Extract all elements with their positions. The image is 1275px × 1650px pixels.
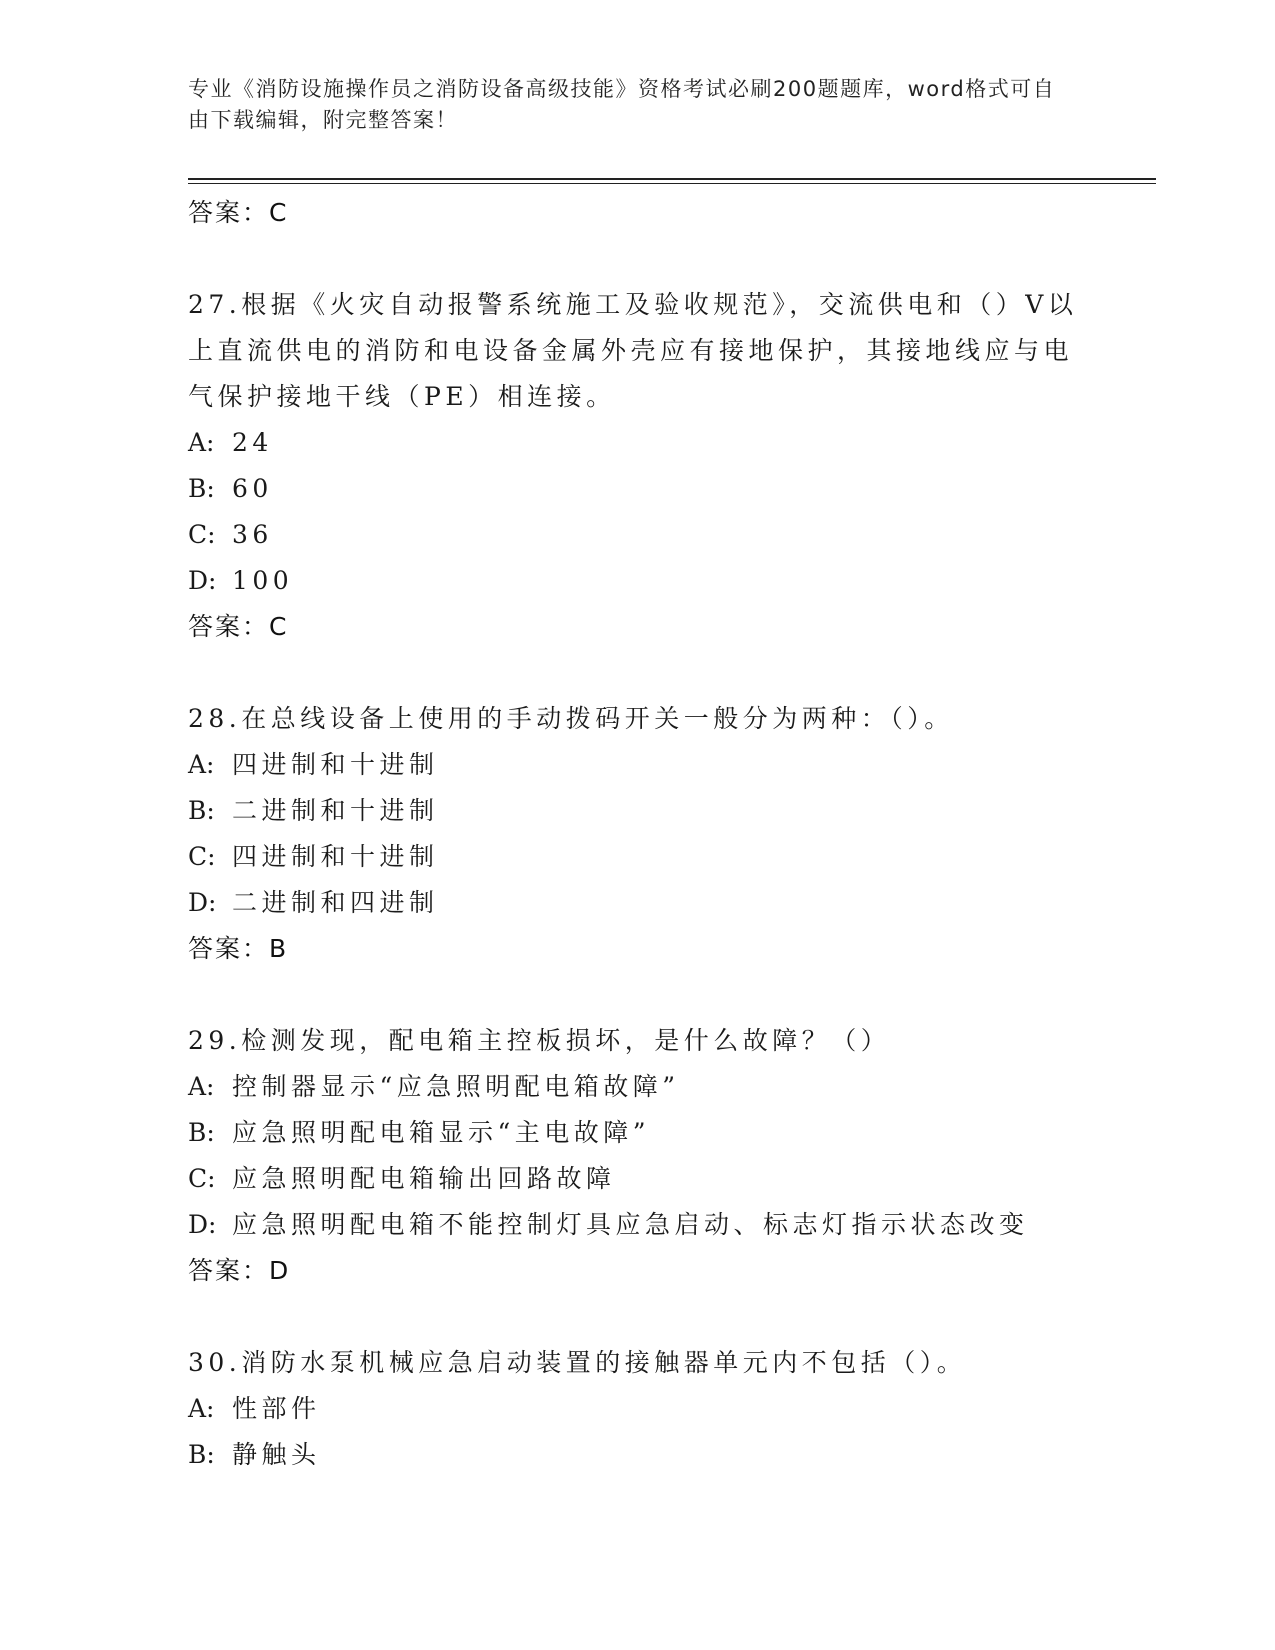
option-text: 控制器显示“应急照明配电箱故障” [232,1072,680,1101]
option-text: 四进制和十进制 [232,750,439,779]
option-text: 100 [232,566,294,595]
option-d [188,1202,1088,1248]
option-c [188,512,1088,558]
option-label: B: [188,474,215,503]
option-c [188,834,1088,880]
option-d [188,880,1088,926]
question-stem: 28.在总线设备上使用的手动拨码开关一般分为两种：（）。 [188,704,954,733]
option-a [188,1064,1088,1110]
option-b [188,466,1088,512]
option-a [188,1386,1088,1432]
question-stem: 29.检测发现，配电箱主控板损坏，是什么故障？（） [188,1026,891,1055]
option-text: 二进制和十进制 [232,796,439,825]
option-label: A: [188,428,215,457]
option-a [188,420,1088,466]
answer-line: 答案：C [188,612,289,641]
option-label: D: [188,1210,217,1239]
option-text: 四进制和十进制 [232,842,439,871]
option-text: 24 [232,428,273,457]
option-text: 二进制和四进制 [232,888,439,917]
answer-line: 答案：B [188,934,289,963]
option-label: B: [188,796,215,825]
option-label: B: [188,1118,215,1147]
option-label: D: [188,566,217,595]
question-28 [188,696,1088,972]
option-text: 36 [232,520,273,549]
option-b [188,1110,1088,1156]
header-rule-thick [188,178,1156,180]
option-d [188,558,1088,604]
question-30 [188,1340,1088,1478]
option-text: 应急照明配电箱显示“主电故障” [232,1118,651,1147]
answer-line: 答案：D [188,1256,291,1285]
option-label: C: [188,1164,216,1193]
option-b [188,1432,1088,1478]
option-label: B: [188,1440,215,1469]
option-label: C: [188,520,216,549]
answer-line: 答案：C [188,198,289,227]
option-text: 应急照明配电箱不能控制灯具应急启动、标志灯指示状态改变 [232,1210,1029,1239]
option-label: A: [188,1072,215,1101]
option-label: A: [188,750,215,779]
option-text: 静触头 [232,1440,321,1469]
option-text: 60 [232,474,273,503]
option-text: 应急照明配电箱输出回路故障 [232,1164,616,1193]
option-a [188,742,1088,788]
option-label: C: [188,842,216,871]
question-stem: 30.消防水泵机械应急启动装置的接触器单元内不包括（）。 [188,1348,967,1377]
option-b [188,788,1088,834]
question-stem: 27.根据《火灾自动报警系统施工及验收规范》，交流供电和（）V以上直流供电的消防和电设备金属外壳应有接地保护，其接地线应与电气保护接地干线（PE）相连接。 [188,290,1078,411]
question-27 [188,282,1088,650]
option-label: A: [188,1394,215,1423]
header-rule-thin [188,183,1156,184]
question-content [188,190,1088,1478]
document-header: 专业《消防设施操作员之消防设备高级技能》资格考试必刷200题题库，word格式可自由下载编辑，附完整答案！ [188,77,1056,132]
question-29 [188,1018,1088,1294]
option-c [188,1156,1088,1202]
option-label: D: [188,888,217,917]
option-text: 性部件 [232,1394,321,1423]
